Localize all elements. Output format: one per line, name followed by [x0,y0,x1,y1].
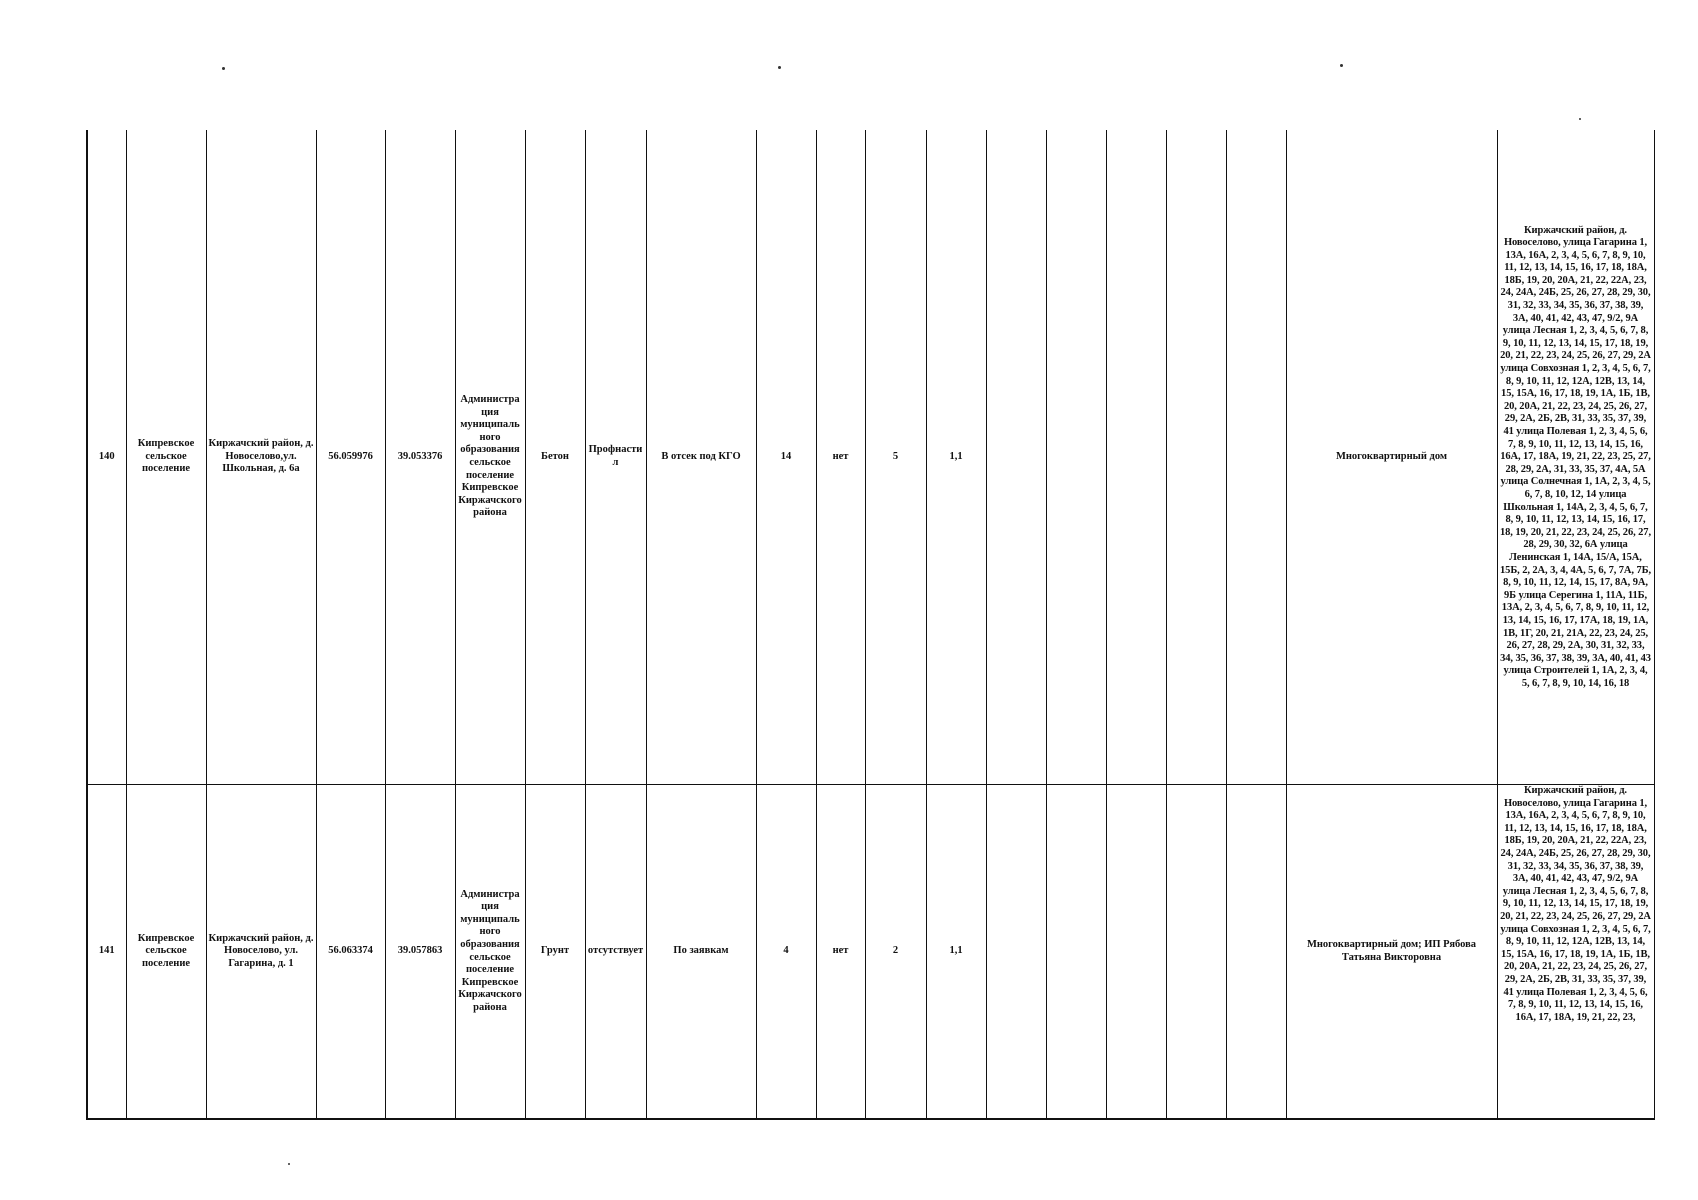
empty-cell-18 [1226,785,1286,1120]
scan-dot-4 [1579,118,1581,120]
row-number: 141 [87,785,126,1120]
kgo-cell: нет [816,785,865,1120]
kgo-cell: нет [816,130,865,785]
latitude-cell: 56.063374 [316,785,385,1120]
scan-dot-2 [778,66,781,69]
empty-cell-17 [1166,130,1226,785]
owner-cell: Администрация муниципального образования сельское поселение Кипревское Киржачского района [455,785,525,1120]
surface-cell: Грунт [525,785,585,1120]
scan-dot-3 [1340,64,1343,67]
container-volume-cell: 1,1 [926,130,986,785]
served-addresses-cell: Киржачский район, д. Новоселово, улица Гагарина 1, 13А, 16А, 2, 3, 4, 5, 6, 7, 8, 9, 10, 11, 12, 13, 14, 15, 16, 17, 18, 18А, 18Б, 19, 20, 20А, 21, 22, 22А, 23, 24, 24А, 24Б, 25, 26, 27, 28, 29, 30, 31, 32, 33, 34, 35, 36, 37, 38, 39, 3А, 40, 41, 42, 43, 47, 9/2, 9А улица Лесная 1, 2, 3, 4, 5, 6, 7, 8, 9, 10, 11, 12, 13, 14, 15, 17, 18, 19, 20, 21, 22, 23, 24, 25, 26, 27, 29, 2А улица Совхозная 1, 2, 3, 4, 5, 6, 7, 8, 9, 10, 11, 12, 12А, 12В, 13, 14, 15, 15А, 16, 17, 18, 19, 1А, 1Б, 1В, 20, 20А, 21, 22, 23, 24, 25, 26, 27, 29, 2А, 2Б, 2В, 31, 33, 35, 37, 39, 41 улица Полевая 1, 2, 3, 4, 5, 6, 7, 8, 9, 10, 11, 12, 13, 14, 15, 16, 16А, 17, 18А, 19, 21, 22, 23, 25, 27, 28, 29, 2А, 31, 33, 35, 37, 4А, 5А улица Солнечная 1, 1А, 2, 3, 4, 5, 6, 7, 8, 10, 12, 14 улица Школьная 1, 14А, 2, 3, 4, 5, 6, 7, 8, 9, 10, 11, 12, 13, 14, 15, 16, 17, 18, 19, 20, 21, 22, 23, 24, 25, 26, 27, 28, 29, 30, 32, 6А улица Ленинская 1, 14А, 15/А, 15А, 15Б, 2, 2А, 3, 4, 4А, 5, 6, 7, 7А, 7Б, 8, 9, 10, 11, 12, 14, 15, 17, 8А, 9А, 9Б улица Серегина 1, 11А, 11Б, 13А, 2, 3, 4, 5, 6, 7, 8, 9, 10, 11, 12, 13, 14, 15, 16, 17, 17А, 18, 19, 1А, 1В, 1Г, 20, 21, 21А, 22, 23, 24, 25, 26, 27, 28, 29, 2А, 30, 31, 32, 33, 34, 35, 36, 37, 38, 39, 3А, 40, 41, 43 улица Строителей 1, 1А, 2, 3, 4, 5, 6, 7, 8, 9, 10, 14, 16, 18 [1497,130,1654,785]
empty-cell-15 [1046,785,1106,1120]
empty-cell-14 [986,130,1046,785]
scan-dot-1 [222,67,225,70]
empty-cell-18 [1226,130,1286,785]
table-row [87,785,1654,1120]
latitude-cell: 56.059976 [316,130,385,785]
container-volume-cell: 1,1 [926,785,986,1120]
fence-cell: отсутствует [585,785,646,1120]
containers-count-cell: 5 [865,130,926,785]
empty-cell-17 [1166,785,1226,1120]
storage-cell: По заявкам [646,785,756,1120]
waste-sites-registry-table [86,130,1655,1120]
waste-sources-cell: Многоквартирный дом; ИП Рябова Татьяна Викторовна [1286,785,1497,1120]
empty-cell-14 [986,785,1046,1120]
waste-sources-cell: Многоквартирный дом [1286,130,1497,785]
fence-cell: Профнастил [585,130,646,785]
empty-cell-16 [1106,130,1166,785]
row-number: 140 [87,130,126,785]
longitude-cell: 39.053376 [385,130,455,785]
area-cell: 14 [756,130,816,785]
scan-dot-5 [288,1163,290,1165]
storage-cell: В отсек под КГО [646,130,756,785]
containers-count-cell: 2 [865,785,926,1120]
empty-cell-16 [1106,785,1166,1120]
served-addresses-cell: Киржачский район, д. Новоселово, улица Гагарина 1, 13А, 16А, 2, 3, 4, 5, 6, 7, 8, 9, 10, 11, 12, 13, 14, 15, 16, 17, 18, 18А, 18Б, 19, 20, 20А, 21, 22, 22А, 23, 24, 24А, 24Б, 25, 26, 27, 28, 29, 30, 31, 32, 33, 34, 35, 36, 37, 38, 39, 3А, 40, 41, 42, 43, 47, 9/2, 9А улица Лесная 1, 2, 3, 4, 5, 6, 7, 8, 9, 10, 11, 12, 13, 14, 15, 17, 18, 19, 20, 21, 22, 23, 24, 25, 26, 27, 29, 2А улица Совхозная 1, 2, 3, 4, 5, 6, 7, 8, 9, 10, 11, 12, 12А, 12В, 13, 14, 15, 15А, 16, 17, 18, 19, 1А, 1Б, 1В, 20, 20А, 21, 22, 23, 24, 25, 26, 27, 29, 2А, 2Б, 2В, 31, 33, 35, 37, 39, 41 улица Полевая 1, 2, 3, 4, 5, 6, 7, 8, 9, 10, 11, 12, 13, 14, 15, 16, 16А, 17, 18А, 19, 21, 22, 23, [1497,785,1654,1120]
area-cell: 4 [756,785,816,1120]
address-cell: Киржачский район, д. Новоселово,ул. Школьная, д. 6а [206,130,316,785]
settlement-cell: Кипревское сельское поселение [126,130,206,785]
owner-cell: Администрация муниципального образования сельское поселение Кипревское Киржачского района [455,130,525,785]
empty-cell-15 [1046,130,1106,785]
settlement-cell: Кипревское сельское поселение [126,785,206,1120]
surface-cell: Бетон [525,130,585,785]
address-cell: Киржачский район, д. Новоселово, ул. Гагарина, д. 1 [206,785,316,1120]
longitude-cell: 39.057863 [385,785,455,1120]
table-row [87,130,1654,785]
